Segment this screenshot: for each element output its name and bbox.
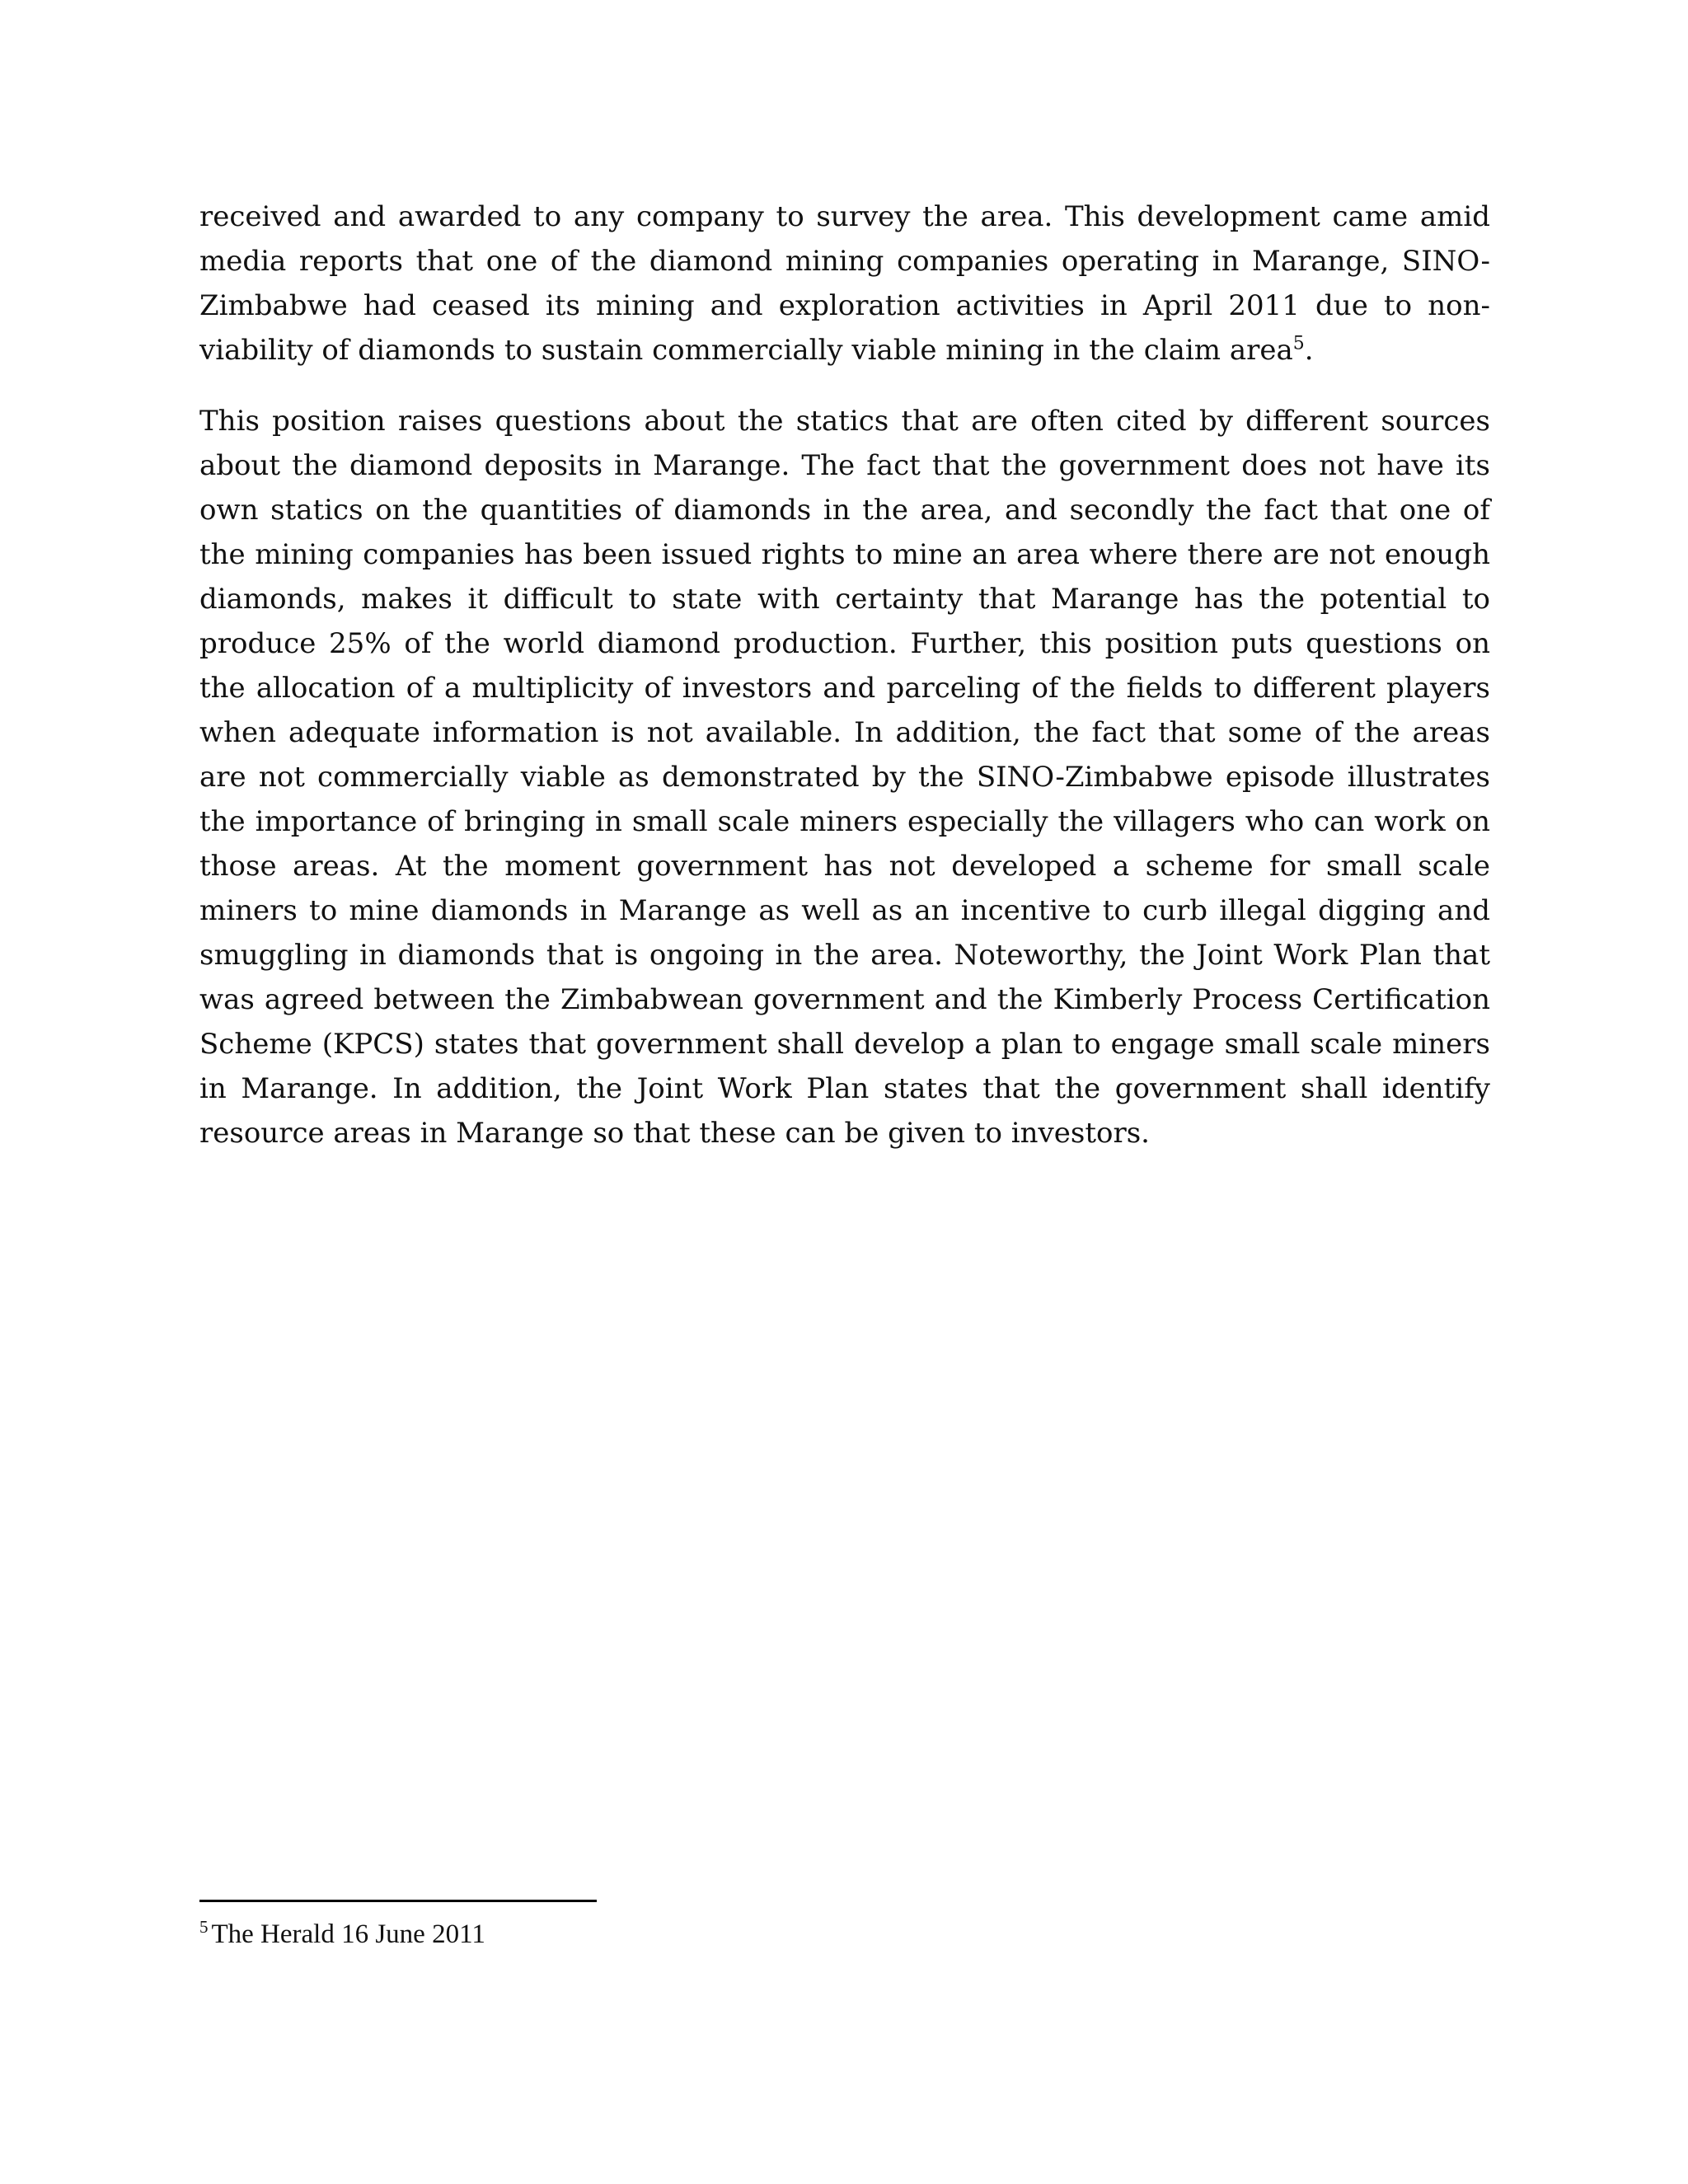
paragraph-1 bbox=[199, 194, 1490, 373]
body-text bbox=[199, 194, 1490, 1155]
footnote-text: The Herald 16 June 2011 bbox=[211, 1919, 485, 1949]
footnote bbox=[199, 1916, 1490, 1952]
footnote-number: 5 bbox=[199, 1917, 209, 1937]
paragraph-2: This position raises questions about the statics that are often cited by different sources about the diamond deposits in Marange. The fact that the government does not have its own statics on the quantities of diamonds in the area, and secondly the fact that one of the mining companies has been issued rights to mine an area where there are not enough diamonds, makes it difficult to state with certainty that Marange has the potential to produce 25% of the world diamond production. Further, this position puts questions on the allocation of a multiplicity of investors and parceling of the fields to different players when adequate information is not available. In addition, the fact that some of the areas are not commercially viable as demonstrated by the SINO-Zimbabwe episode illustrates the importance of bringing in small scale miners especially the villagers who can work on those areas. At the moment government has not developed a scheme for small scale miners to mine diamonds in Marange as well as an incentive to curb illegal digging and smuggling in diamonds that is ongoing in the area. Noteworthy, the Joint Work Plan that was agreed between the Zimbabwean government and the Kimberly Process Certification Scheme (KPCS) states that government shall develop a plan to engage small scale miners in Marange. In addition, the Joint Work Plan states that the government shall identify resource areas in Marange so that these can be given to investors. bbox=[199, 405, 1490, 1150]
footnote-reference[interactable]: 5 bbox=[1292, 333, 1305, 354]
paragraph-1-end: . bbox=[1304, 334, 1314, 367]
footnote-separator bbox=[199, 1900, 597, 1902]
paragraph-1-text: received and awarded to any company to survey the area. This development came amid media reports that one of the diamond mining companies operating in Marange, SINO-Zimbabwe had ceased its mining and exploration activities in April 2011 due to non-viability of diamonds to sustain commercially viable mining in the claim area bbox=[199, 200, 1490, 367]
